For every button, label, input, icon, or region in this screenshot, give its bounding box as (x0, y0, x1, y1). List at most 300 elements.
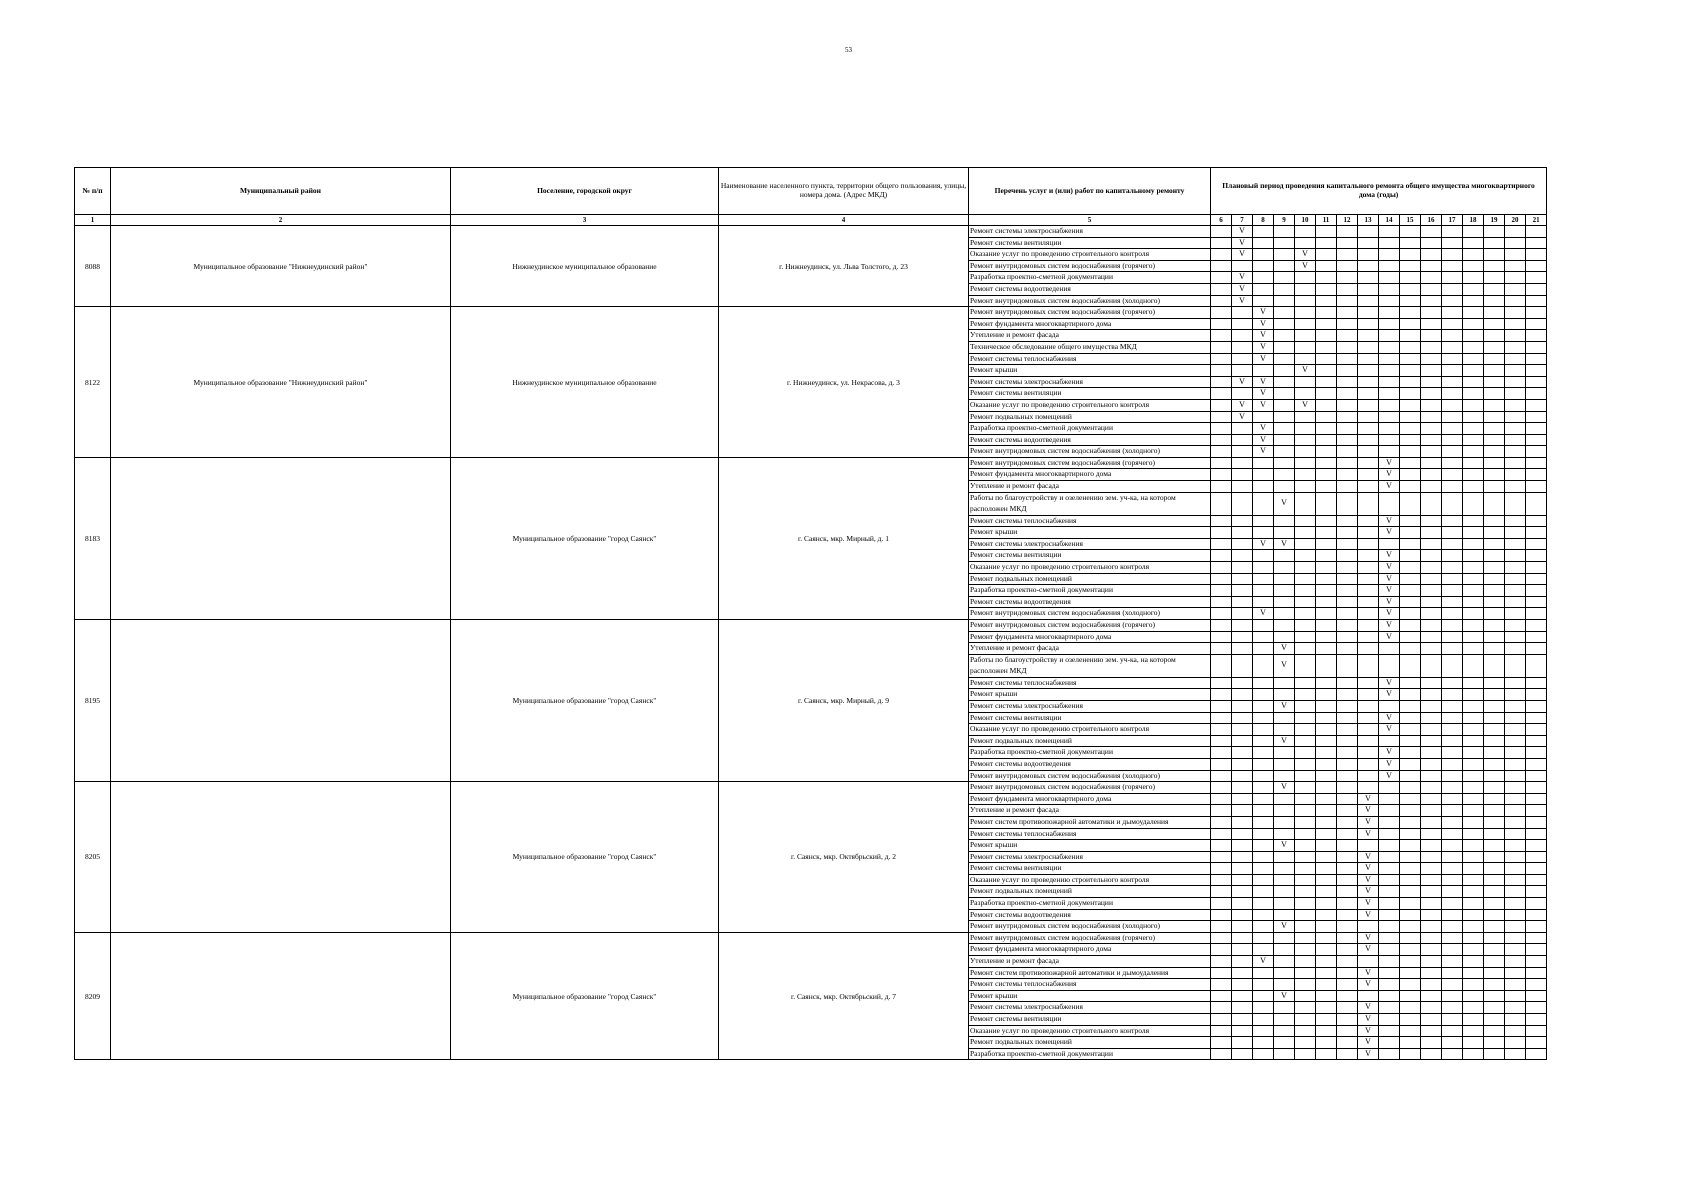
year-cell (1421, 1025, 1442, 1037)
year-mark: V (1379, 469, 1400, 481)
year-cell (1505, 562, 1526, 574)
address-cell: г. Нижнеудинск, ул. Некрасова, д. 3 (719, 307, 969, 458)
year-column-header: 17 (1442, 215, 1463, 226)
building-group (75, 226, 1547, 307)
work-item: Ремонт системы теплоснабжения (969, 828, 1211, 840)
year-cell (1316, 863, 1337, 875)
year-cell (1379, 260, 1400, 272)
year-cell (1316, 886, 1337, 898)
year-cell (1295, 1025, 1316, 1037)
year-cell (1505, 782, 1526, 794)
year-cell (1463, 921, 1484, 933)
year-cell (1211, 956, 1232, 968)
year-cell (1421, 226, 1442, 238)
year-cell (1211, 631, 1232, 643)
year-cell (1358, 538, 1379, 550)
year-cell (1400, 1037, 1421, 1049)
year-cell (1358, 608, 1379, 620)
year-cell (1421, 1014, 1442, 1026)
year-cell (1400, 423, 1421, 435)
year-cell (1463, 469, 1484, 481)
year-cell (1253, 654, 1274, 677)
year-cell (1400, 353, 1421, 365)
year-cell (1232, 921, 1253, 933)
year-cell (1505, 770, 1526, 782)
work-item: Ремонт системы электроснабжения (969, 226, 1211, 238)
year-mark: V (1274, 782, 1295, 794)
table-row (75, 782, 1547, 794)
year-cell (1337, 851, 1358, 863)
year-cell (1463, 758, 1484, 770)
year-mark: V (1358, 944, 1379, 956)
year-cell (1484, 330, 1505, 342)
year-cell (1421, 515, 1442, 527)
year-mark: V (1253, 318, 1274, 330)
year-mark: V (1274, 990, 1295, 1002)
year-cell (1484, 770, 1505, 782)
settlement-cell: Муниципальное образование "город Саянск" (451, 932, 719, 1060)
year-cell (1421, 712, 1442, 724)
year-cell (1274, 712, 1295, 724)
year-cell (1358, 620, 1379, 632)
year-cell (1337, 388, 1358, 400)
year-cell (1358, 562, 1379, 574)
year-cell (1400, 365, 1421, 377)
year-cell (1442, 967, 1463, 979)
work-item: Ремонт подвальных помещений (969, 1037, 1211, 1049)
year-cell (1484, 457, 1505, 469)
year-cell (1253, 237, 1274, 249)
year-cell (1505, 515, 1526, 527)
year-cell (1463, 735, 1484, 747)
year-cell (1337, 538, 1358, 550)
year-cell (1295, 1048, 1316, 1060)
year-cell (1400, 469, 1421, 481)
year-cell (1505, 909, 1526, 921)
year-cell (1400, 272, 1421, 284)
year-cell (1463, 840, 1484, 852)
row-number: 8088 (75, 226, 111, 307)
year-cell (1400, 1002, 1421, 1014)
year-cell (1379, 874, 1400, 886)
year-cell (1295, 782, 1316, 794)
year-cell (1421, 620, 1442, 632)
year-cell (1484, 376, 1505, 388)
year-column-header: 18 (1463, 215, 1484, 226)
year-cell (1316, 840, 1337, 852)
year-cell (1253, 295, 1274, 307)
year-cell (1400, 411, 1421, 423)
year-cell (1400, 932, 1421, 944)
year-cell (1526, 562, 1547, 574)
year-cell (1400, 538, 1421, 550)
year-cell (1484, 758, 1505, 770)
year-cell (1463, 1002, 1484, 1014)
year-cell (1211, 469, 1232, 481)
year-cell (1463, 272, 1484, 284)
year-cell (1463, 307, 1484, 319)
year-cell (1232, 365, 1253, 377)
year-cell (1232, 1037, 1253, 1049)
page-number: 53 (845, 46, 852, 54)
year-mark: V (1232, 226, 1253, 238)
year-mark: V (1379, 585, 1400, 597)
year-cell (1421, 481, 1442, 493)
year-cell (1400, 886, 1421, 898)
year-cell (1505, 353, 1526, 365)
year-cell (1358, 249, 1379, 261)
work-item: Ремонт подвальных помещений (969, 411, 1211, 423)
year-cell (1484, 967, 1505, 979)
header-settlement: Поселение, городской округ (451, 168, 719, 215)
year-mark: V (1358, 851, 1379, 863)
address-cell: г. Нижнеудинск, ул. Льва Толстого, д. 23 (719, 226, 969, 307)
year-cell (1379, 295, 1400, 307)
year-cell (1505, 1025, 1526, 1037)
year-cell (1274, 434, 1295, 446)
year-cell (1484, 1014, 1505, 1026)
year-cell (1295, 376, 1316, 388)
year-cell (1400, 689, 1421, 701)
year-cell (1505, 1002, 1526, 1014)
year-cell (1442, 237, 1463, 249)
year-cell (1505, 874, 1526, 886)
year-cell (1232, 700, 1253, 712)
year-cell (1211, 944, 1232, 956)
year-cell (1253, 562, 1274, 574)
year-cell (1232, 341, 1253, 353)
year-cell (1379, 388, 1400, 400)
year-cell (1379, 376, 1400, 388)
year-cell (1295, 956, 1316, 968)
year-cell (1484, 851, 1505, 863)
year-cell (1379, 654, 1400, 677)
year-cell (1274, 562, 1295, 574)
year-cell (1274, 295, 1295, 307)
header-plan-period: Плановый период проведения капитального ремонта общего имущества многоквартирного дома (годы) (1211, 168, 1547, 215)
year-cell (1211, 515, 1232, 527)
year-cell (1442, 457, 1463, 469)
work-item: Разработка проектно-сметной документации (969, 747, 1211, 759)
work-item: Ремонт системы электроснабжения (969, 1002, 1211, 1014)
year-cell (1442, 1014, 1463, 1026)
year-cell (1526, 318, 1547, 330)
year-cell (1463, 793, 1484, 805)
year-cell (1526, 735, 1547, 747)
year-cell (1274, 353, 1295, 365)
year-cell (1421, 828, 1442, 840)
year-cell (1358, 956, 1379, 968)
year-cell (1358, 735, 1379, 747)
year-column-header: 7 (1232, 215, 1253, 226)
year-cell (1274, 237, 1295, 249)
year-cell (1421, 365, 1442, 377)
building-group (75, 620, 1547, 782)
year-cell (1442, 376, 1463, 388)
year-cell (1232, 562, 1253, 574)
year-mark: V (1358, 898, 1379, 910)
year-mark: V (1379, 689, 1400, 701)
year-cell (1400, 643, 1421, 655)
year-cell (1358, 724, 1379, 736)
year-cell (1316, 770, 1337, 782)
year-cell (1295, 654, 1316, 677)
year-cell (1253, 816, 1274, 828)
year-cell (1316, 388, 1337, 400)
year-mark: V (1295, 260, 1316, 272)
year-cell (1442, 851, 1463, 863)
year-cell (1316, 654, 1337, 677)
year-cell (1505, 527, 1526, 539)
year-cell (1484, 260, 1505, 272)
year-cell (1379, 944, 1400, 956)
year-cell (1463, 828, 1484, 840)
year-cell (1484, 654, 1505, 677)
year-cell (1358, 585, 1379, 597)
year-cell (1505, 735, 1526, 747)
year-cell (1337, 967, 1358, 979)
year-cell (1316, 608, 1337, 620)
work-item: Ремонт фундамента многоквартирного дома (969, 793, 1211, 805)
year-cell (1253, 909, 1274, 921)
year-cell (1442, 249, 1463, 261)
year-mark: V (1358, 1025, 1379, 1037)
column-number-row (75, 215, 1547, 226)
year-cell (1463, 353, 1484, 365)
year-cell (1421, 399, 1442, 411)
year-cell (1484, 585, 1505, 597)
work-item: Ремонт систем противопожарной автоматики и дымоудаления (969, 967, 1211, 979)
year-cell (1463, 492, 1484, 515)
year-cell (1421, 677, 1442, 689)
year-cell (1442, 700, 1463, 712)
year-mark: V (1253, 434, 1274, 446)
year-cell (1526, 805, 1547, 817)
year-cell (1421, 237, 1442, 249)
year-cell (1505, 550, 1526, 562)
year-cell (1295, 990, 1316, 1002)
year-cell (1274, 1037, 1295, 1049)
year-cell (1232, 260, 1253, 272)
row-number: 8122 (75, 307, 111, 458)
year-cell (1526, 793, 1547, 805)
year-cell (1400, 967, 1421, 979)
year-cell (1505, 260, 1526, 272)
year-cell (1358, 654, 1379, 677)
year-cell (1379, 1014, 1400, 1026)
year-cell (1463, 689, 1484, 701)
year-cell (1316, 596, 1337, 608)
year-cell (1295, 863, 1316, 875)
year-cell (1442, 712, 1463, 724)
year-cell (1295, 307, 1316, 319)
year-cell (1253, 596, 1274, 608)
year-cell (1421, 921, 1442, 933)
year-cell (1253, 260, 1274, 272)
row-number: 8205 (75, 782, 111, 933)
year-cell (1421, 260, 1442, 272)
year-mark: V (1379, 724, 1400, 736)
year-column-header: 16 (1421, 215, 1442, 226)
year-cell (1484, 365, 1505, 377)
year-cell (1232, 990, 1253, 1002)
year-cell (1316, 851, 1337, 863)
year-cell (1211, 677, 1232, 689)
year-cell (1337, 226, 1358, 238)
year-cell (1400, 828, 1421, 840)
year-cell (1337, 1048, 1358, 1060)
year-cell (1526, 596, 1547, 608)
year-cell (1316, 631, 1337, 643)
year-cell (1484, 527, 1505, 539)
year-cell (1316, 944, 1337, 956)
year-cell (1421, 735, 1442, 747)
column-number: 2 (111, 215, 451, 226)
header-address: Наименование населенного пункта, территории общего пользования, улицы, номера дома. (Адрес МКД) (719, 168, 969, 215)
year-cell (1295, 538, 1316, 550)
year-cell (1253, 573, 1274, 585)
year-cell (1400, 481, 1421, 493)
year-cell (1316, 1025, 1337, 1037)
year-cell (1400, 840, 1421, 852)
year-cell (1421, 898, 1442, 910)
year-cell (1421, 805, 1442, 817)
year-cell (1526, 689, 1547, 701)
year-cell (1421, 423, 1442, 435)
year-cell (1421, 1002, 1442, 1014)
year-cell (1442, 550, 1463, 562)
year-cell (1421, 932, 1442, 944)
year-cell (1526, 307, 1547, 319)
year-cell (1337, 712, 1358, 724)
year-cell (1463, 411, 1484, 423)
year-cell (1337, 573, 1358, 585)
year-cell (1211, 446, 1232, 458)
year-cell (1526, 677, 1547, 689)
year-cell (1337, 585, 1358, 597)
year-cell (1400, 654, 1421, 677)
year-mark: V (1253, 399, 1274, 411)
year-cell (1442, 283, 1463, 295)
year-cell (1358, 411, 1379, 423)
year-cell (1400, 492, 1421, 515)
year-cell (1505, 295, 1526, 307)
year-cell (1316, 411, 1337, 423)
year-cell (1421, 562, 1442, 574)
year-cell (1274, 689, 1295, 701)
year-cell (1211, 874, 1232, 886)
year-cell (1379, 805, 1400, 817)
year-cell (1526, 365, 1547, 377)
year-cell (1442, 1025, 1463, 1037)
year-cell (1505, 538, 1526, 550)
year-cell (1379, 434, 1400, 446)
year-cell (1232, 330, 1253, 342)
year-cell (1316, 272, 1337, 284)
year-cell (1295, 295, 1316, 307)
year-column-header: 12 (1337, 215, 1358, 226)
year-column-header: 9 (1274, 215, 1295, 226)
year-cell (1358, 758, 1379, 770)
year-cell (1274, 423, 1295, 435)
year-cell (1484, 1048, 1505, 1060)
work-item: Ремонт системы вентиляции (969, 388, 1211, 400)
year-cell (1421, 654, 1442, 677)
year-cell (1253, 620, 1274, 632)
year-mark: V (1379, 770, 1400, 782)
year-cell (1232, 643, 1253, 655)
year-cell (1484, 724, 1505, 736)
year-cell (1505, 585, 1526, 597)
year-cell (1400, 550, 1421, 562)
table-row (75, 226, 1547, 238)
district-cell (111, 457, 451, 619)
year-cell (1274, 863, 1295, 875)
work-item: Ремонт системы вентиляции (969, 550, 1211, 562)
year-cell (1211, 353, 1232, 365)
year-cell (1211, 399, 1232, 411)
year-cell (1463, 341, 1484, 353)
year-cell (1358, 712, 1379, 724)
year-cell (1232, 550, 1253, 562)
year-cell (1253, 411, 1274, 423)
year-cell (1463, 724, 1484, 736)
year-cell (1421, 793, 1442, 805)
year-cell (1337, 330, 1358, 342)
year-cell (1274, 1048, 1295, 1060)
year-cell (1253, 770, 1274, 782)
work-item: Ремонт крыши (969, 365, 1211, 377)
year-cell (1379, 365, 1400, 377)
year-mark: V (1232, 295, 1253, 307)
year-cell (1379, 538, 1400, 550)
year-cell (1526, 990, 1547, 1002)
year-cell (1253, 979, 1274, 991)
year-cell (1505, 376, 1526, 388)
year-cell (1379, 330, 1400, 342)
year-cell (1442, 399, 1463, 411)
year-cell (1484, 828, 1505, 840)
year-cell (1316, 909, 1337, 921)
year-cell (1400, 747, 1421, 759)
year-cell (1358, 457, 1379, 469)
year-cell (1358, 446, 1379, 458)
year-cell (1526, 816, 1547, 828)
year-cell (1253, 515, 1274, 527)
year-cell (1211, 365, 1232, 377)
year-cell (1484, 793, 1505, 805)
year-cell (1442, 596, 1463, 608)
year-cell (1526, 1037, 1547, 1049)
year-cell (1295, 758, 1316, 770)
year-cell (1526, 909, 1547, 921)
year-cell (1442, 620, 1463, 632)
year-cell (1253, 747, 1274, 759)
year-cell (1463, 654, 1484, 677)
year-cell (1505, 434, 1526, 446)
year-cell (1337, 770, 1358, 782)
year-cell (1337, 341, 1358, 353)
year-cell (1421, 330, 1442, 342)
year-cell (1295, 341, 1316, 353)
year-cell (1211, 481, 1232, 493)
year-cell (1379, 399, 1400, 411)
year-cell (1505, 932, 1526, 944)
year-cell (1400, 979, 1421, 991)
year-cell (1274, 758, 1295, 770)
year-cell (1211, 260, 1232, 272)
row-number: 8183 (75, 457, 111, 619)
